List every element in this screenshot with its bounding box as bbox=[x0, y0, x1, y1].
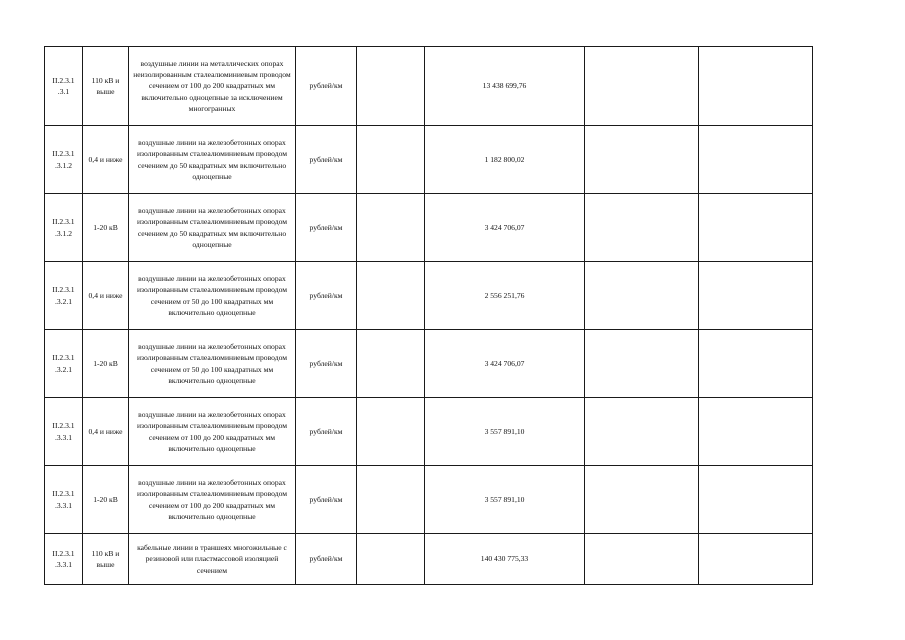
table-row bbox=[45, 534, 813, 585]
empty-cell bbox=[357, 47, 425, 126]
empty-cell bbox=[585, 126, 699, 194]
voltage-cell: 1-20 кВ bbox=[83, 194, 129, 262]
description-cell: воздушные линии на железобетонных опорах изолированным сталеалюминиевым проводом сечением от 50 до 100 квадратных мм включительно одноцепные bbox=[129, 262, 296, 330]
table-row bbox=[45, 126, 813, 194]
empty-cell bbox=[699, 194, 813, 262]
tariff-table bbox=[44, 46, 813, 585]
empty-cell bbox=[585, 466, 699, 534]
empty-cell bbox=[357, 466, 425, 534]
value-cell: 3 557 891,10 bbox=[425, 398, 585, 466]
unit-cell: рублей/км bbox=[296, 534, 357, 585]
empty-cell bbox=[585, 47, 699, 126]
empty-cell bbox=[357, 126, 425, 194]
empty-cell bbox=[357, 534, 425, 585]
code-cell: II.2.3.1 .3.2.1 bbox=[45, 330, 83, 398]
voltage-cell: 0,4 и ниже bbox=[83, 126, 129, 194]
empty-cell bbox=[357, 262, 425, 330]
value-cell: 3 557 891,10 bbox=[425, 466, 585, 534]
code-cell: II.2.3.1 .3.1.2 bbox=[45, 194, 83, 262]
value-cell: 3 424 706,07 bbox=[425, 194, 585, 262]
empty-cell bbox=[585, 194, 699, 262]
empty-cell bbox=[699, 398, 813, 466]
table-row bbox=[45, 194, 813, 262]
unit-cell: рублей/км bbox=[296, 47, 357, 126]
empty-cell bbox=[699, 47, 813, 126]
empty-cell bbox=[357, 398, 425, 466]
description-cell: воздушные линии на железобетонных опорах изолированным сталеалюминиевым проводом сечением от 100 до 200 квадратных мм включительно одноцепные bbox=[129, 466, 296, 534]
table-row bbox=[45, 330, 813, 398]
code-cell: II.2.3.1 .3.2.1 bbox=[45, 262, 83, 330]
unit-cell: рублей/км bbox=[296, 126, 357, 194]
empty-cell bbox=[585, 330, 699, 398]
voltage-cell: 0,4 и ниже bbox=[83, 398, 129, 466]
table-row bbox=[45, 466, 813, 534]
empty-cell bbox=[699, 330, 813, 398]
value-cell: 13 438 699,76 bbox=[425, 47, 585, 126]
voltage-cell: 1-20 кВ bbox=[83, 330, 129, 398]
description-cell: воздушные линии на железобетонных опорах изолированным сталеалюминиевым проводом сечением до 50 квадратных мм включительно одноцепные bbox=[129, 126, 296, 194]
empty-cell bbox=[699, 466, 813, 534]
code-cell: II.2.3.1 .3.1.2 bbox=[45, 126, 83, 194]
value-cell: 1 182 800,02 bbox=[425, 126, 585, 194]
empty-cell bbox=[699, 534, 813, 585]
value-cell: 140 430 775,33 bbox=[425, 534, 585, 585]
voltage-cell: 0,4 и ниже bbox=[83, 262, 129, 330]
table-row bbox=[45, 47, 813, 126]
value-cell: 2 556 251,76 bbox=[425, 262, 585, 330]
description-cell: воздушные линии на железобетонных опорах изолированным сталеалюминиевым проводом сечением от 50 до 100 квадратных мм включительно одноцепные bbox=[129, 330, 296, 398]
table-row bbox=[45, 398, 813, 466]
description-cell: кабельные линии в траншеях многожильные с резиновой или пластмассовой изоляцией сечением bbox=[129, 534, 296, 585]
description-cell: воздушные линии на железобетонных опорах изолированным сталеалюминиевым проводом сечением от 100 до 200 квадратных мм включительно одноцепные bbox=[129, 398, 296, 466]
code-cell: II.2.3.1 .3.3.1 bbox=[45, 534, 83, 585]
empty-cell bbox=[699, 262, 813, 330]
code-cell: II.2.3.1 .3.1 bbox=[45, 47, 83, 126]
empty-cell bbox=[699, 126, 813, 194]
empty-cell bbox=[585, 262, 699, 330]
description-cell: воздушные линии на металлических опорах неизолированным сталеалюминиевым проводом сечением от 100 до 200 квадратных мм включительно одноцепные за исключением многогранных bbox=[129, 47, 296, 126]
empty-cell bbox=[357, 194, 425, 262]
unit-cell: рублей/км bbox=[296, 398, 357, 466]
voltage-cell: 1-20 кВ bbox=[83, 466, 129, 534]
table-row bbox=[45, 262, 813, 330]
value-cell: 3 424 706,07 bbox=[425, 330, 585, 398]
code-cell: II.2.3.1 .3.3.1 bbox=[45, 398, 83, 466]
voltage-cell: 110 кВ и выше bbox=[83, 47, 129, 126]
unit-cell: рублей/км bbox=[296, 466, 357, 534]
voltage-cell: 110 кВ и выше bbox=[83, 534, 129, 585]
code-cell: II.2.3.1 .3.3.1 bbox=[45, 466, 83, 534]
empty-cell bbox=[357, 330, 425, 398]
unit-cell: рублей/км bbox=[296, 262, 357, 330]
description-cell: воздушные линии на железобетонных опорах изолированным сталеалюминиевым проводом сечением до 50 квадратных мм включительно одноцепные bbox=[129, 194, 296, 262]
unit-cell: рублей/км bbox=[296, 194, 357, 262]
empty-cell bbox=[585, 534, 699, 585]
empty-cell bbox=[585, 398, 699, 466]
unit-cell: рублей/км bbox=[296, 330, 357, 398]
